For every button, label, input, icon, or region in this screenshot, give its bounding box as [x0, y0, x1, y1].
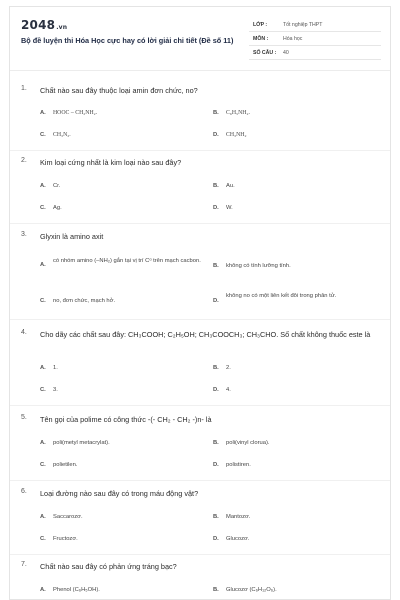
option-letter: A.: [40, 262, 46, 268]
question-separator: [10, 480, 391, 481]
question-number: 4.: [21, 329, 27, 336]
option-text: 1.: [53, 365, 58, 371]
option-text: Glucozơ.: [226, 536, 250, 542]
meta-value: 40: [283, 50, 289, 56]
option-text: Fructozơ.: [53, 536, 78, 542]
option-letter: C.: [40, 298, 46, 304]
option-text: polietilen.: [53, 462, 78, 468]
question-number: 5.: [21, 414, 27, 421]
option-text: không có tính lưỡng tính.: [226, 263, 291, 269]
exam-title: Bộ đề luyện thi Hóa Học cực hay có lời giải chi tiết (Đề số 11): [21, 36, 234, 45]
option-text: Mantozơ.: [226, 514, 251, 520]
question-separator: [10, 554, 391, 555]
option-letter: D.: [213, 298, 219, 304]
option-letter: D.: [213, 536, 219, 542]
option-text: no, đơn chức, mạch hở.: [53, 298, 116, 304]
option-letter: B.: [213, 514, 219, 520]
option-letter: B.: [213, 365, 219, 371]
option-letter: C.: [40, 132, 46, 138]
option-text: có nhóm amino (–NH₂) gắn tại vị trí Cᵅ trên mạch cacbon.: [53, 258, 201, 264]
option-letter: A.: [40, 587, 46, 593]
option-text: Saccarozơ.: [53, 514, 83, 520]
option-text: C₆H₅NH₂.: [226, 110, 250, 116]
logo-name: 2048: [21, 18, 56, 32]
option-letter: A.: [40, 514, 46, 520]
option-text: W.: [226, 205, 233, 211]
option-letter: D.: [213, 132, 219, 138]
option-letter: A.: [40, 110, 46, 116]
question-text: Loại đường nào sau đây có trong máu động vật?: [40, 489, 199, 498]
question-number: 2.: [21, 157, 27, 164]
option-letter: B.: [213, 183, 219, 189]
question-text: Kim loại cứng nhất là kim loại nào sau đây?: [40, 158, 182, 167]
meta-value: Tốt nghiệp THPT: [283, 22, 323, 28]
option-text: 2.: [226, 365, 231, 371]
question-number: 7.: [21, 561, 27, 568]
exam-page: [9, 6, 391, 600]
question-separator: [10, 405, 391, 406]
header-divider: [10, 70, 391, 71]
question-text: Tên gọi của polime có công thức -(- CH₂ - CH₂ -)n- là: [40, 415, 212, 424]
meta-value: Hóa học: [283, 36, 303, 42]
option-letter: A.: [40, 365, 46, 371]
option-text: Ag.: [53, 205, 62, 211]
meta-row-subject: [249, 32, 381, 46]
meta-row-question-count: [249, 46, 381, 60]
question-text: Chất nào sau đây có phản ứng tráng bạc?: [40, 562, 177, 571]
option-text: 3.: [53, 387, 58, 393]
page-header: [10, 7, 391, 67]
logo-tld: .vn: [56, 24, 68, 31]
meta-row-class: [249, 18, 381, 32]
question-separator: [10, 223, 391, 224]
option-text: HOOC – CH₂NH₂.: [53, 110, 98, 116]
option-letter: D.: [213, 462, 219, 468]
option-letter: D.: [213, 205, 219, 211]
option-text: không no có một liên kết đôi trong phân tử.: [226, 293, 337, 299]
option-letter: C.: [40, 536, 46, 542]
question-number: 6.: [21, 488, 27, 495]
meta-key: MÔN :: [253, 36, 269, 42]
option-letter: C.: [40, 205, 46, 211]
option-letter: A.: [40, 183, 46, 189]
option-letter: C.: [40, 387, 46, 393]
option-text: Au.: [226, 183, 235, 189]
option-letter: B.: [213, 587, 219, 593]
option-text: polistiren.: [226, 462, 251, 468]
question-text: Cho dãy các chất sau đây: CH₃COOH; C₂H₅OH; CH₃COOCH₃; CH₃CHO. Số chất không thuốc este là: [40, 330, 371, 339]
option-text: CH₃N₂.: [53, 132, 71, 138]
meta-key: LỚP :: [253, 22, 268, 28]
option-letter: B.: [213, 110, 219, 116]
site-logo[interactable]: [21, 18, 67, 32]
question-text: Glyxin là amino axit: [40, 232, 104, 241]
question-separator: [10, 150, 391, 151]
option-text: poli(metyl metacrylat).: [53, 440, 110, 446]
question-separator: [10, 319, 391, 320]
exam-meta-table: [249, 18, 381, 60]
question-text: Chất nào sau đây thuộc loại amin đơn chức, no?: [40, 86, 198, 95]
option-letter: A.: [40, 440, 46, 446]
option-text: poli(vinyl clorua).: [226, 440, 270, 446]
option-text: Cr.: [53, 183, 61, 189]
option-letter: B.: [213, 263, 219, 269]
question-number: 1.: [21, 85, 27, 92]
option-text: CH₃NH₂: [226, 132, 247, 138]
option-letter: C.: [40, 462, 46, 468]
question-number: 3.: [21, 231, 27, 238]
option-letter: D.: [213, 387, 219, 393]
option-letter: B.: [213, 440, 219, 446]
option-text: Phenol (C₆H₅OH).: [53, 587, 100, 593]
meta-key: SỐ CÂU :: [253, 50, 277, 56]
option-text: 4.: [226, 387, 231, 393]
option-text: Glucozơ (C₆H₁₂O₆).: [226, 587, 277, 593]
